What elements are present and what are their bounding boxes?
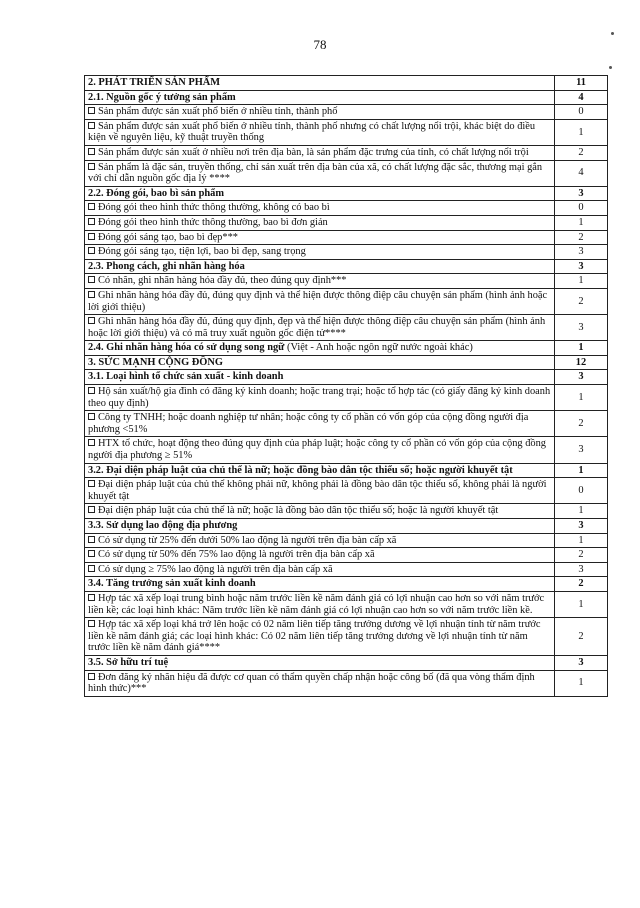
checkbox-icon — [88, 148, 95, 155]
points-cell: 3 — [555, 186, 608, 201]
points-cell: 0 — [555, 105, 608, 120]
row-label: Đóng gói theo hình thức thông thường, không có bao bì — [98, 202, 330, 214]
heading-cell — [85, 577, 555, 592]
heading-cell — [85, 76, 555, 91]
subsection-row — [85, 463, 608, 478]
heading-cell — [85, 90, 555, 105]
points-cell: 3 — [555, 370, 608, 385]
checkbox-icon — [88, 218, 95, 225]
row-label: Sản phẩm được sản xuất phổ biến ở nhiều tỉnh, thành phố nhưng có chất lượng nổi trội, khác biệt do điều kiện về nguyên liệu, kỹ thuật truyền thống — [88, 120, 536, 144]
checkbox-icon — [88, 291, 95, 298]
criterion-row — [85, 548, 608, 563]
points-cell: 4 — [555, 90, 608, 105]
criterion-row — [85, 315, 608, 341]
points-cell: 3 — [555, 245, 608, 260]
points-cell: 2 — [555, 411, 608, 437]
row-label: 3.5. Sở hữu trí tuệ — [88, 656, 169, 668]
points-cell: 2 — [555, 230, 608, 245]
checkbox-icon — [88, 536, 95, 543]
criterion-text-cell — [85, 145, 555, 160]
criterion-row — [85, 478, 608, 504]
row-label: Hợp tác xã xếp loại trung bình hoặc năm trước liền kề năm đánh giá có lợi nhuận cao hơn so với năm trước liền kề; các loại hình khác: Năm trước liền kề năm đánh giá có lợi nhuận cao hơn so với năm trước liền kề. — [88, 592, 545, 616]
criterion-row — [85, 215, 608, 230]
row-label: 3.1. Loại hình tổ chức sản xuất - kinh doanh — [88, 371, 284, 383]
criterion-text-cell — [85, 230, 555, 245]
heading-cell — [85, 355, 555, 370]
subsection-row — [85, 341, 608, 356]
checkbox-icon — [88, 594, 95, 601]
row-label: Sản phẩm được sản xuất ở nhiều nơi trên địa bàn, là sản phẩm đặc trưng của tỉnh, có chất lượng nổi trội — [98, 146, 529, 158]
row-label: Đóng gói theo hình thức thông thường, bao bì đơn giản — [98, 216, 328, 228]
criterion-row — [85, 591, 608, 617]
row-label-extra: (Việt - Anh hoặc ngôn ngữ nước ngoài khác) — [284, 342, 473, 354]
checkbox-icon — [88, 565, 95, 572]
criterion-text-cell — [85, 562, 555, 577]
criterion-row — [85, 201, 608, 216]
heading-cell — [85, 655, 555, 670]
subsection-row — [85, 519, 608, 534]
subsection-row — [85, 90, 608, 105]
criterion-row — [85, 245, 608, 260]
points-cell: 1 — [555, 385, 608, 411]
criterion-text-cell — [85, 504, 555, 519]
scoring-table — [84, 75, 608, 697]
criterion-text-cell — [85, 385, 555, 411]
points-cell: 3 — [555, 655, 608, 670]
criterion-text-cell — [85, 105, 555, 120]
points-cell: 1 — [555, 591, 608, 617]
subsection-row — [85, 655, 608, 670]
criterion-text-cell — [85, 411, 555, 437]
row-label: Đóng gói sáng tạo, bao bì đẹp*** — [98, 231, 238, 243]
criterion-row — [85, 119, 608, 145]
points-cell: 3 — [555, 437, 608, 463]
criterion-text-cell — [85, 245, 555, 260]
criterion-row — [85, 160, 608, 186]
points-cell: 1 — [555, 504, 608, 519]
criterion-text-cell — [85, 618, 555, 656]
row-label: Đóng gói sáng tạo, tiện lợi, bao bì đẹp, sang trọng — [98, 246, 306, 258]
checkbox-icon — [88, 480, 95, 487]
row-label: Có nhãn, ghi nhãn hàng hóa đầy đủ, theo đúng quy định*** — [98, 275, 347, 287]
criterion-row — [85, 618, 608, 656]
checkbox-icon — [88, 620, 95, 627]
criterion-row — [85, 230, 608, 245]
points-cell: 1 — [555, 119, 608, 145]
checkbox-icon — [88, 387, 95, 394]
page-number: 78 — [313, 37, 327, 52]
row-label: 2.2. Đóng gói, bao bì sản phẩm — [88, 187, 224, 199]
criterion-text-cell — [85, 119, 555, 145]
row-label: 2.1. Nguồn gốc ý tưởng sản phẩm — [88, 91, 236, 103]
row-label: Sản phẩm là đặc sản, truyền thống, chỉ sản xuất trên địa bàn của xã, có chất lượng đặc sắc, thương mại gắn với chỉ dẫn nguồn gốc địa lý **** — [88, 161, 543, 185]
checkbox-icon — [88, 439, 95, 446]
criterion-row — [85, 437, 608, 463]
row-label: 2.3. Phong cách, ghi nhãn hàng hóa — [88, 260, 245, 272]
checkbox-icon — [88, 506, 95, 513]
criterion-row — [85, 504, 608, 519]
row-label: Có sử dụng từ 50% đến 75% lao động là người trên địa bàn cấp xã — [98, 549, 375, 561]
row-label: Ghi nhãn hàng hóa đầy đủ, đúng quy định, đẹp và thể hiện được thông điệp câu chuyện sản phẩm (hình ảnh hoặc lời giới thiệu) và có mã truy xuất nguồn gốc điện tử**** — [88, 316, 546, 339]
criterion-row — [85, 288, 608, 314]
checkbox-icon — [88, 203, 95, 210]
criterion-row — [85, 533, 608, 548]
points-cell: 1 — [555, 341, 608, 356]
checkbox-icon — [88, 163, 95, 170]
checkbox-icon — [88, 317, 95, 324]
row-label: Hợp tác xã xếp loại khá trở lên hoặc có 02 năm liên tiếp tăng trưởng dương về lợi nhuận tính từ năm trước liền kề năm đánh giá; các loại hình khác: Có 02 năm liên tiếp tăng trưởng dương về lợi nhuận tính từ năm trước liền kề năm đánh giá**** — [88, 619, 541, 654]
criterion-text-cell — [85, 160, 555, 186]
subsection-row — [85, 370, 608, 385]
row-label: Có sử dụng ≥ 75% lao động là người trên địa bàn cấp xã — [98, 563, 333, 575]
checkbox-icon — [88, 673, 95, 680]
points-cell: 3 — [555, 562, 608, 577]
criterion-row — [85, 670, 608, 696]
points-cell: 3 — [555, 315, 608, 341]
row-label: Đại diện pháp luật của chủ thể là nữ; hoặc là đồng bào dân tộc thiểu số; hoặc là người khuyết tật — [98, 505, 499, 517]
heading-cell — [85, 463, 555, 478]
row-label: Sản phẩm được sản xuất phổ biến ở nhiều tỉnh, thành phố — [98, 106, 338, 118]
row-label: Đơn đăng ký nhãn hiệu đã được cơ quan có thẩm quyền chấp nhận hoặc công bố (đã qua vòng thẩm định hình thức)*** — [88, 671, 535, 695]
points-cell: 2 — [555, 618, 608, 656]
subsection-row — [85, 186, 608, 201]
row-label: HTX tổ chức, hoạt động theo đúng quy định của pháp luật; hoặc công ty cổ phần có vốn góp của cộng đồng người địa phương ≥ 51% — [88, 438, 546, 462]
criterion-row — [85, 411, 608, 437]
points-cell: 1 — [555, 533, 608, 548]
subsection-row — [85, 259, 608, 274]
row-label: Hộ sản xuất/hộ gia đình có đăng ký kinh doanh; hoặc trang trại; hoặc tổ hợp tác (có giấy đăng ký kinh doanh theo quy định) — [88, 386, 551, 409]
row-label: Ghi nhãn hàng hóa đầy đủ, đúng quy định và thể hiện được thông điệp câu chuyện sản phẩm (hình ảnh hoặc lời giới thiệu) — [88, 289, 548, 313]
row-label: Có sử dụng từ 25% đến dưới 50% lao động là người trên địa bàn cấp xã — [98, 534, 397, 546]
row-label: 3.2. Đại diện pháp luật của chủ thể là nữ; hoặc đồng bào dân tộc thiểu số; hoặc người khuyết tật — [88, 464, 513, 476]
heading-cell — [85, 259, 555, 274]
criterion-text-cell — [85, 591, 555, 617]
checkbox-icon — [88, 276, 95, 283]
subsection-row — [85, 577, 608, 592]
row-label: Đại diện pháp luật của chủ thể không phải nữ, không phải là đồng bào dân tộc thiểu số, không phải là người khuyết tật — [88, 479, 547, 502]
criterion-text-cell — [85, 215, 555, 230]
scan-speck — [609, 66, 612, 69]
criterion-text-cell — [85, 478, 555, 504]
criterion-text-cell — [85, 670, 555, 696]
criterion-text-cell — [85, 437, 555, 463]
points-cell: 12 — [555, 355, 608, 370]
heading-cell — [85, 370, 555, 385]
criterion-row — [85, 562, 608, 577]
section-row — [85, 76, 608, 91]
criterion-text-cell — [85, 548, 555, 563]
heading-cell — [85, 186, 555, 201]
points-cell: 1 — [555, 463, 608, 478]
points-cell: 1 — [555, 670, 608, 696]
points-cell: 3 — [555, 259, 608, 274]
checkbox-icon — [88, 413, 95, 420]
points-cell: 11 — [555, 76, 608, 91]
criterion-text-cell — [85, 274, 555, 289]
row-label: 2. PHÁT TRIỂN SẢN PHẨM — [88, 77, 221, 88]
points-cell: 2 — [555, 577, 608, 592]
checkbox-icon — [88, 550, 95, 557]
heading-cell — [85, 341, 555, 356]
scan-speck — [611, 32, 614, 35]
criterion-row — [85, 105, 608, 120]
checkbox-icon — [88, 247, 95, 254]
points-cell: 4 — [555, 160, 608, 186]
criterion-text-cell — [85, 201, 555, 216]
section-row — [85, 355, 608, 370]
criterion-text-cell — [85, 315, 555, 341]
points-cell: 1 — [555, 274, 608, 289]
criterion-row — [85, 274, 608, 289]
criterion-text-cell — [85, 288, 555, 314]
points-cell: 2 — [555, 145, 608, 160]
points-cell: 0 — [555, 201, 608, 216]
checkbox-icon — [88, 107, 95, 114]
checkbox-icon — [88, 233, 95, 240]
heading-cell — [85, 519, 555, 534]
criterion-text-cell — [85, 533, 555, 548]
row-label: 2.4. Ghi nhãn hàng hóa có sử dụng song ngữ — [88, 342, 285, 354]
row-label: Công ty TNHH; hoặc doanh nghiệp tư nhân; hoặc công ty cổ phần có vốn góp của cộng đồng người địa phương <51% — [88, 412, 529, 435]
row-label: 3.4. Tăng trưởng sản xuất kinh doanh — [88, 578, 256, 590]
criterion-row — [85, 145, 608, 160]
criterion-row — [85, 385, 608, 411]
points-cell: 0 — [555, 478, 608, 504]
points-cell: 3 — [555, 519, 608, 534]
checkbox-icon — [88, 122, 95, 129]
points-cell: 2 — [555, 548, 608, 563]
row-label: 3. SỨC MẠNH CỘNG ĐỒNG — [88, 356, 223, 368]
points-cell: 1 — [555, 215, 608, 230]
row-label: 3.3. Sử dụng lao động địa phương — [88, 520, 238, 531]
points-cell: 2 — [555, 288, 608, 314]
